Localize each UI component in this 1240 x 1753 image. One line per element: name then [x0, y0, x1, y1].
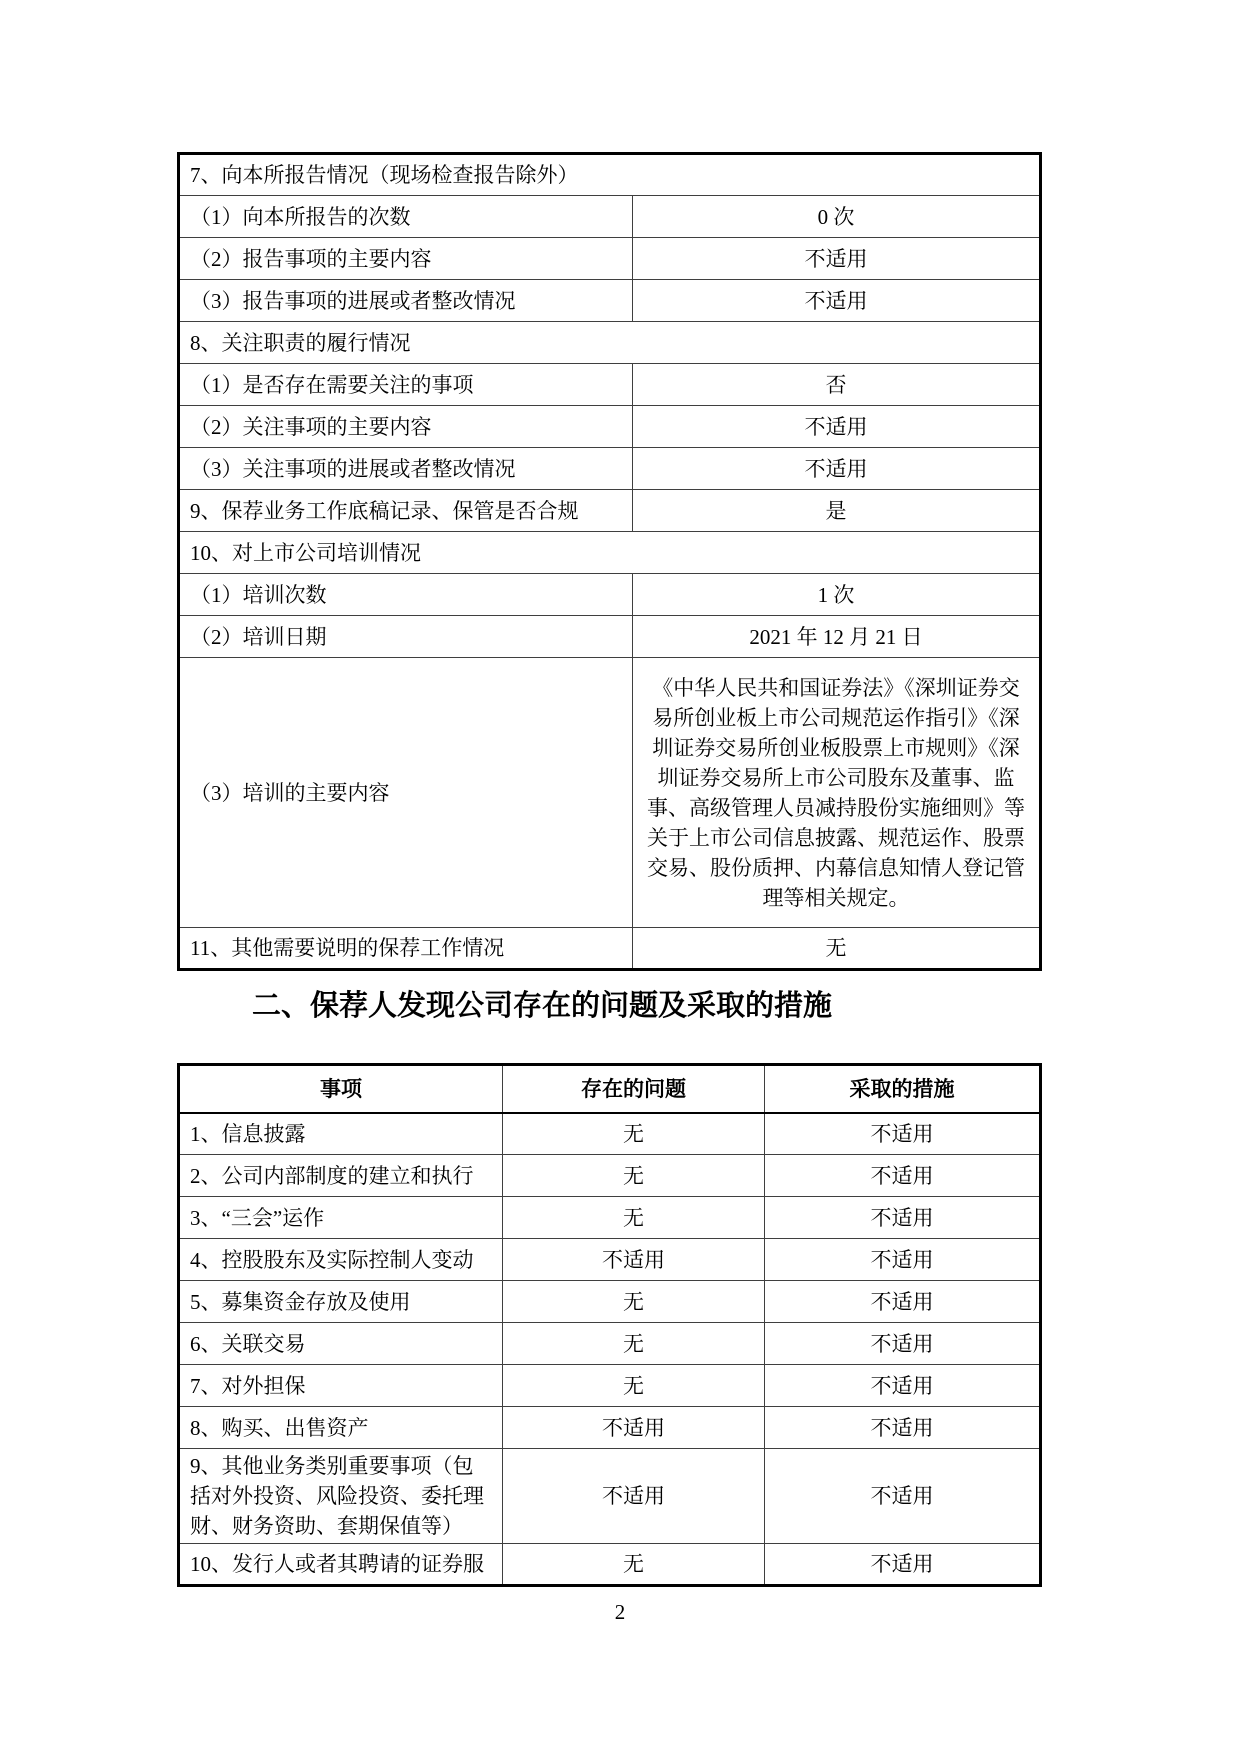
value-cell: 不适用	[633, 280, 1041, 322]
measure-cell: 不适用	[765, 1239, 1041, 1281]
problem-cell: 不适用	[503, 1407, 765, 1449]
item-label-cell: （2）报告事项的主要内容	[179, 238, 633, 280]
measure-cell: 不适用	[765, 1155, 1041, 1197]
table-row	[179, 1239, 1041, 1281]
table-row	[179, 616, 1041, 658]
measure-cell: 不适用	[765, 1197, 1041, 1239]
value-cell: 不适用	[633, 406, 1041, 448]
issues-measures-header-row	[179, 1065, 1041, 1113]
item-cell: 8、购买、出售资产	[179, 1407, 503, 1449]
problem-cell: 无	[503, 1197, 765, 1239]
item-label-cell: （1）向本所报告的次数	[179, 196, 633, 238]
table-row	[179, 448, 1041, 490]
problem-cell: 不适用	[503, 1449, 765, 1544]
table-row	[179, 280, 1041, 322]
table-row	[179, 1155, 1041, 1197]
item-cell: 3、“三会”运作	[179, 1197, 503, 1239]
item-cell: 9、其他业务类别重要事项（包括对外投资、风险投资、委托理财、财务资助、套期保值等）	[179, 1449, 503, 1544]
section-label-cell: 7、向本所报告情况（现场检查报告除外）	[179, 154, 1041, 196]
section-heading: 二、保荐人发现公司存在的问题及采取的措施	[252, 990, 833, 1022]
column-header-measures: 采取的措施	[765, 1065, 1041, 1113]
table-row	[179, 1449, 1041, 1544]
measure-cell: 不适用	[765, 1113, 1041, 1155]
problem-cell: 无	[503, 1544, 765, 1586]
value-cell: 1 次	[633, 574, 1041, 616]
item-cell: 6、关联交易	[179, 1323, 503, 1365]
issues-measures-table	[177, 1063, 1042, 1587]
measure-cell: 不适用	[765, 1449, 1041, 1544]
sponsor-work-table-body	[179, 154, 1041, 970]
measure-cell: 不适用	[765, 1365, 1041, 1407]
item-label-cell: （2）关注事项的主要内容	[179, 406, 633, 448]
item-cell: 1、信息披露	[179, 1113, 503, 1155]
table-row	[179, 1365, 1041, 1407]
measure-cell: 不适用	[765, 1407, 1041, 1449]
table-row	[179, 1113, 1041, 1155]
column-header-item: 事项	[179, 1065, 503, 1113]
measure-cell: 不适用	[765, 1544, 1041, 1586]
table-row	[179, 574, 1041, 616]
section-label-cell: 11、其他需要说明的保荐工作情况	[179, 928, 633, 970]
value-cell: 2021 年 12 月 21 日	[633, 616, 1041, 658]
problem-cell: 无	[503, 1323, 765, 1365]
problem-cell: 无	[503, 1281, 765, 1323]
item-cell: 2、公司内部制度的建立和执行	[179, 1155, 503, 1197]
value-cell: 是	[633, 490, 1041, 532]
problem-cell: 不适用	[503, 1239, 765, 1281]
value-cell: 否	[633, 364, 1041, 406]
table-row	[179, 1197, 1041, 1239]
table-row	[179, 1544, 1041, 1586]
item-label-cell: （1）培训次数	[179, 574, 633, 616]
item-cell: 10、发行人或者其聘请的证券服	[179, 1544, 503, 1586]
problem-cell: 无	[503, 1113, 765, 1155]
item-label-cell: （1）是否存在需要关注的事项	[179, 364, 633, 406]
item-label-cell: （2）培训日期	[179, 616, 633, 658]
section-label-cell: 9、保荐业务工作底稿记录、保管是否合规	[179, 490, 633, 532]
value-cell: 《中华人民共和国证券法》《深圳证券交易所创业板上市公司规范运作指引》《深圳证券交易所创业板股票上市规则》《深圳证券交易所上市公司股东及董事、监事、高级管理人员减持股份实施细则》等关于上市公司信息披露、规范运作、股票交易、股份质押、内幕信息知情人登记管理等相关规定。	[633, 658, 1041, 928]
problem-cell: 无	[503, 1155, 765, 1197]
section-label-cell: 8、关注职责的履行情况	[179, 322, 1041, 364]
table-row	[179, 364, 1041, 406]
column-header-problems: 存在的问题	[503, 1065, 765, 1113]
issues-measures-table-body	[179, 1113, 1041, 1586]
table-row	[179, 1407, 1041, 1449]
table-row	[179, 196, 1041, 238]
table-row	[179, 1323, 1041, 1365]
table-row	[179, 238, 1041, 280]
item-label-cell: （3）关注事项的进展或者整改情况	[179, 448, 633, 490]
item-cell: 4、控股股东及实际控制人变动	[179, 1239, 503, 1281]
value-cell: 无	[633, 928, 1041, 970]
table-row	[179, 322, 1041, 364]
item-cell: 7、对外担保	[179, 1365, 503, 1407]
table-row	[179, 1281, 1041, 1323]
measure-cell: 不适用	[765, 1281, 1041, 1323]
page-number: 2	[614, 1600, 626, 1624]
table-row	[179, 928, 1041, 970]
table-row	[179, 490, 1041, 532]
item-label-cell: （3）报告事项的进展或者整改情况	[179, 280, 633, 322]
value-cell: 0 次	[633, 196, 1041, 238]
problem-cell: 无	[503, 1365, 765, 1407]
value-cell: 不适用	[633, 448, 1041, 490]
item-cell: 5、募集资金存放及使用	[179, 1281, 503, 1323]
table-row	[179, 406, 1041, 448]
item-label-cell: （3）培训的主要内容	[179, 658, 633, 928]
table-row	[179, 532, 1041, 574]
table-row	[179, 154, 1041, 196]
section-label-cell: 10、对上市公司培训情况	[179, 532, 1041, 574]
sponsor-work-table	[177, 152, 1042, 971]
table-row	[179, 658, 1041, 928]
measure-cell: 不适用	[765, 1323, 1041, 1365]
value-cell: 不适用	[633, 238, 1041, 280]
